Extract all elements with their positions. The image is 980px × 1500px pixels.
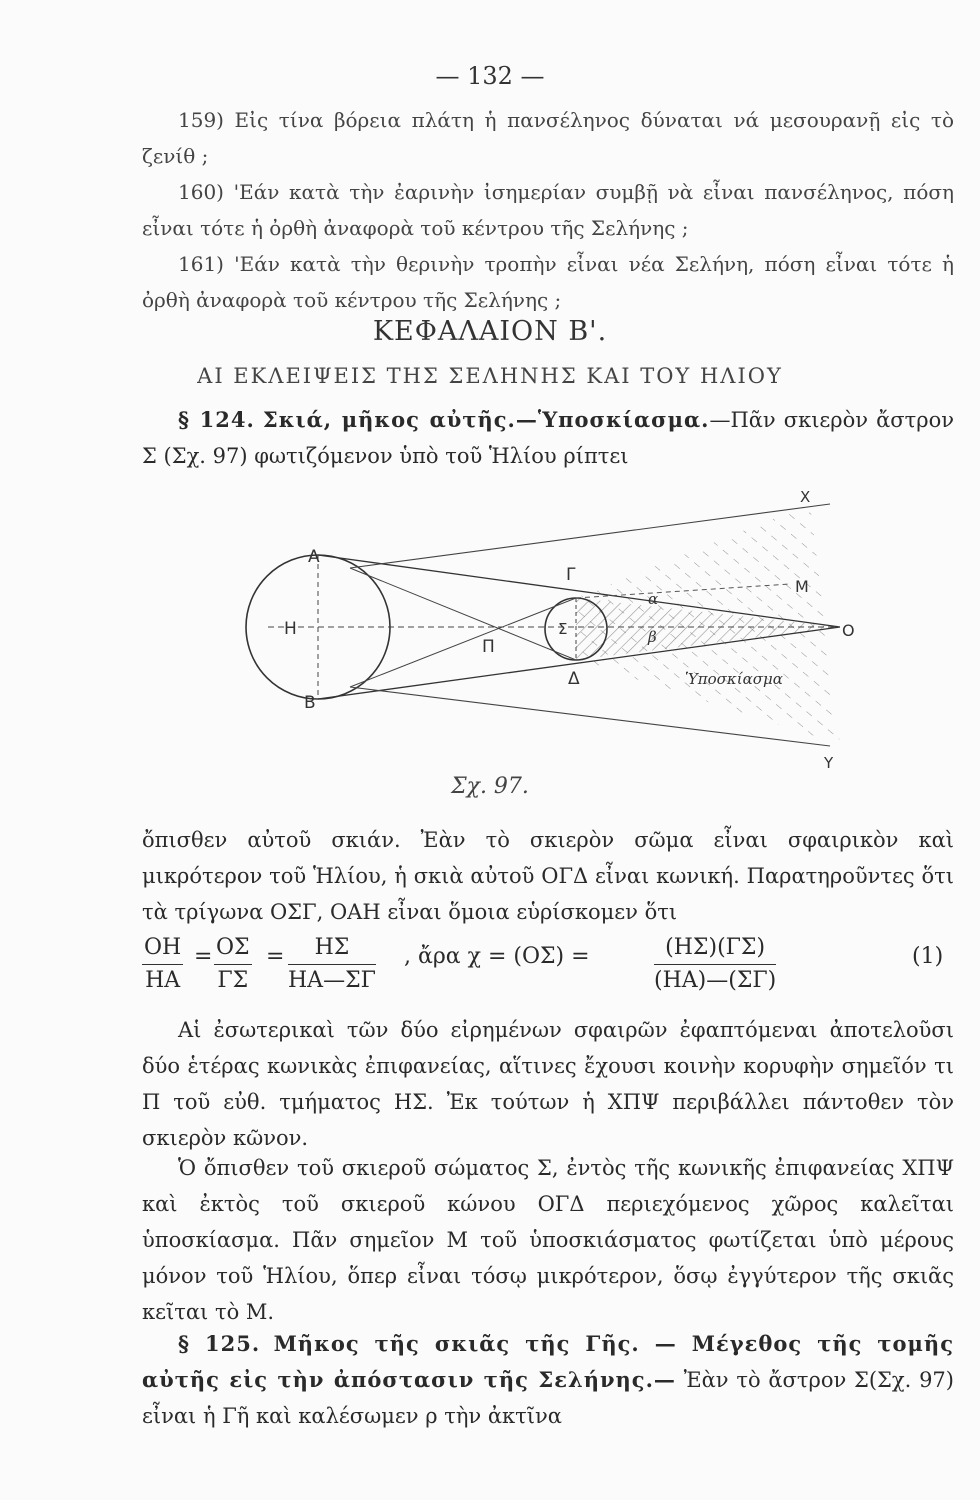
fraction-1-den: ΗΑ xyxy=(145,968,181,993)
label-A: Α xyxy=(308,547,320,567)
label-penumbra: Ὑποσκίασμα xyxy=(685,670,783,688)
fraction-2 xyxy=(214,932,252,997)
chapter-title: ΚΕΦΑΛΑΙΟΝ Β'. xyxy=(372,316,608,347)
exercise-161: 161) 'Εάν κατὰ τὴν θερινὴν τροπὴν εἶναι νέα Σελήνη, πόση εἶναι τότε ἡ ὀρθὴ ἀναφορὰ τοῦ κέντρου τῆς Σελήνης ; xyxy=(142,252,954,312)
section-124-number: § 124. xyxy=(178,407,255,432)
exercise-list xyxy=(142,102,954,318)
paragraph-3 xyxy=(142,1150,954,1330)
fraction-3-den: ΗΑ—ΣΓ xyxy=(288,968,376,993)
section-125-text: Ἐὰν τὸ ἄστρον Σ(Σχ. 97) εἶναι ἡ Γῆ καὶ καλέσωμεν ρ τὴν ἀκτῖνα xyxy=(142,1368,954,1428)
chapter-subtitle: ΑΙ ΕΚΛΕΙΨΕΙΣ ΤΗΣ ΣΕΛΗΝΗΣ ΚΑΙ ΤΟΥ ΗΛΙΟΥ xyxy=(197,364,783,388)
label-G: Γ xyxy=(566,565,576,585)
paragraph-1-text: ὄπισθεν αὐτοῦ σκιάν. Ἐὰν τὸ σκιερὸν σῶμα εἶναι σφαιρικὸν καὶ μικρότερον τοῦ Ἡλίου, ἡ σκιὰ αὐτοῦ ΟΓΔ εἶναι κωνική. Παρατηροῦντες ὅτι τὰ τρίγωνα ΟΣΓ, ΟΑΗ εἶναι ὅμοια εὑρίσκομεν ὅτι xyxy=(142,828,954,924)
fraction-3-num: ΗΣ xyxy=(288,932,376,965)
exercise-160: 160) 'Εάν κατὰ τὴν ἐαρινὴν ἰσημερίαν συμβῇ νὰ εἶναι πανσέληνος, πόση εἶναι τότε ἡ ὀρθὴ ἀναφορὰ τοῦ κέντρου τῆς Σελήνης ; xyxy=(142,180,954,240)
label-O: Ο xyxy=(842,621,855,640)
label-alpha: α xyxy=(648,590,659,608)
equals-1: = xyxy=(194,944,213,969)
paragraph-1 xyxy=(142,822,954,930)
fraction-1 xyxy=(142,932,183,997)
section-125-heading: Μῆκος τῆς σκιᾶς τῆς Γῆς. — Μέγεθος τῆς τομῆς αὐτῆς εἰς τὴν ἀπόστασιν τῆς Σελήνης.— xyxy=(142,1331,954,1392)
fraction-2-num: ΟΣ xyxy=(214,932,252,965)
figure-97-diagram xyxy=(230,484,870,784)
label-S: Σ xyxy=(558,620,568,638)
fraction-4-num: (ΗΣ)(ΓΣ) xyxy=(654,932,776,965)
page-number: — 132 — xyxy=(435,62,545,90)
label-beta: β xyxy=(648,628,657,646)
section-124-intro xyxy=(142,402,954,474)
similarity-formula xyxy=(142,930,954,1008)
section-124-heading: Σκιά, μῆκος αὐτῆς.—Ὑποσκίασμα. xyxy=(262,407,710,432)
section-125-number: § 125. xyxy=(178,1331,261,1356)
equals-2: = xyxy=(266,944,285,969)
label-Y: Υ xyxy=(824,754,834,772)
formula-middle: , ἄρα χ = (ΟΣ) = xyxy=(404,944,590,969)
fraction-3 xyxy=(288,932,376,997)
label-H: Η xyxy=(284,619,297,639)
figure-caption: Σχ. 97. xyxy=(451,774,529,799)
fraction-4-den: (ΗΑ)—(ΣΓ) xyxy=(654,968,777,993)
label-X: Χ xyxy=(800,488,811,506)
section-124-text: —Πᾶν σκιερὸν ἄστρον Σ (Σχ. 97) φωτιζόμενον ὑπὸ τοῦ Ἡλίου ρίπτει xyxy=(142,408,954,468)
label-M: Μ xyxy=(795,577,809,596)
paragraph-2-text: Αἱ ἐσωτερικαὶ τῶν δύο εἰρημένων σφαιρῶν ἐφαπτόμεναι ἀποτελοῦσι δύο ἑτέρας κωνικὰς ἐπιφανείας, αἵτινες ἔχουσι κοινὴν κορυφὴν σημεῖόν τι Π τοῦ εὐθ. τμήματος ΗΣ. Ἐκ τούτων ἡ ΧΠΨ περιβάλλει πάντοθεν τὸν σκιερὸν κῶνον. xyxy=(142,1018,954,1150)
exercise-159: 159) Εἰς τίνα βόρεια πλάτη ἡ πανσέληνος δύναται νά μεσουρανῇ εἰς τὸ ζενίθ ; xyxy=(142,108,954,168)
label-B: Β xyxy=(304,693,316,713)
label-P: Π xyxy=(482,637,495,657)
paragraph-3-text: Ὁ ὄπισθεν τοῦ σκιεροῦ σώματος Σ, ἐντὸς τῆς κωνικῆς ἐπιφανείας ΧΠΨ καὶ ἐκτὸς τοῦ σκιεροῦ κώνου ΟΓΔ περιεχόμενος χῶρος καλεῖται ὑποσκίασμα. Πᾶν σημεῖον Μ τοῦ ὑποσκιάσματος φωτίζεται ὑπὸ μέρους μόνον τοῦ Ἡλίου, ὅπερ εἶναι τόσῳ μικρότερον, ὅσῳ ἐγγύτερον τῆς σκιᾶς κεῖται τὸ Μ. xyxy=(142,1156,954,1324)
fraction-1-num: ΟΗ xyxy=(142,932,183,965)
fraction-2-den: ΓΣ xyxy=(217,968,249,993)
label-D: Δ xyxy=(568,669,580,689)
section-125-intro xyxy=(142,1326,954,1434)
fraction-4 xyxy=(654,932,776,997)
formula-tag: (1) xyxy=(912,944,944,969)
paragraph-2 xyxy=(142,1012,954,1156)
